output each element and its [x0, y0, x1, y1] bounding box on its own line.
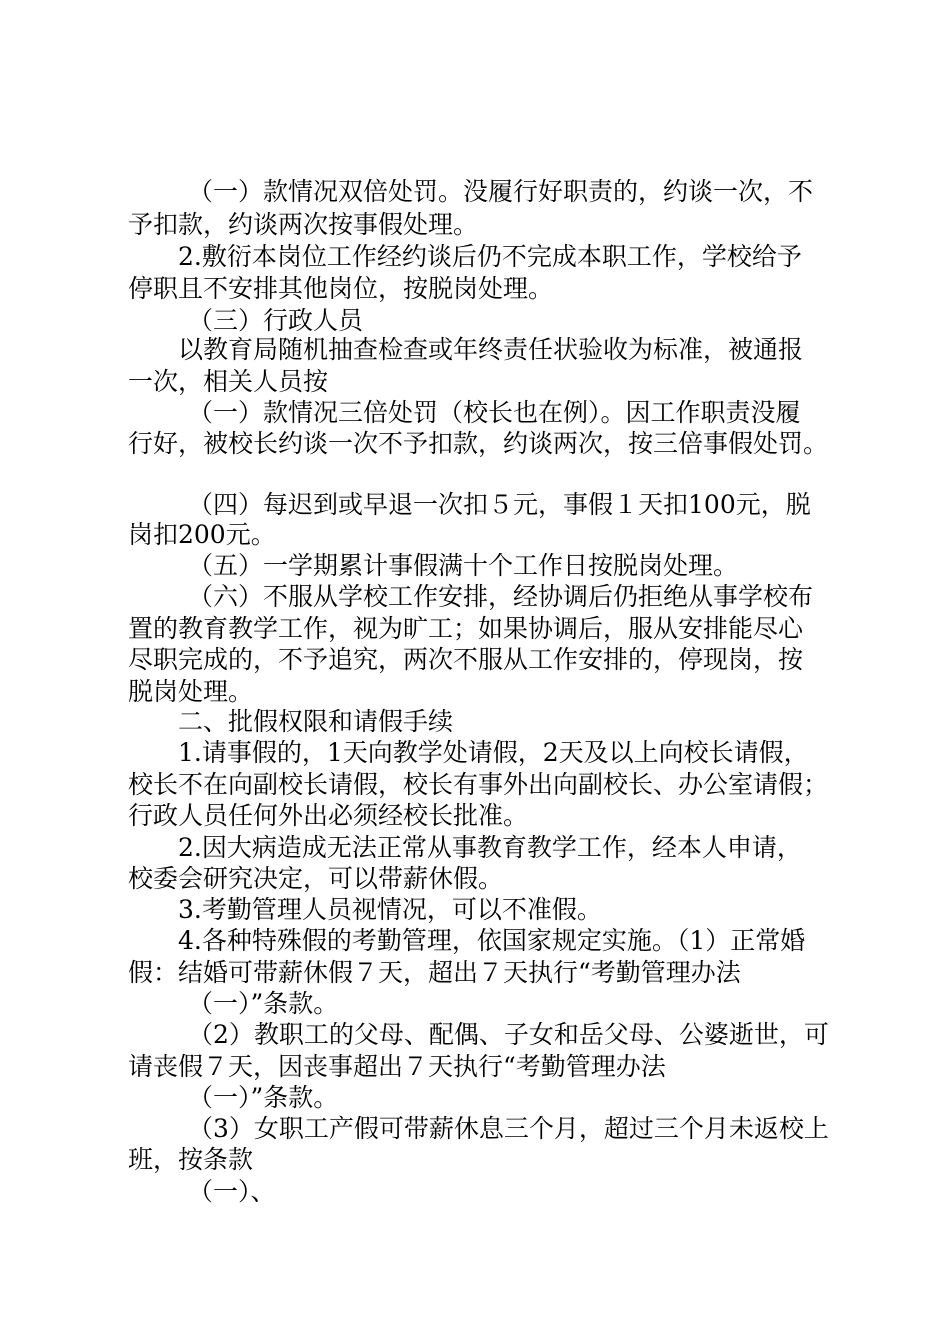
text-line-6: 以教育局随机抽查检查或年终责任状验收为标准，被通报 [178, 335, 804, 364]
text-line-16: 脱岗处理。 [128, 677, 254, 706]
text-line-21: 2.因大病造成无法正常从事教育教学工作，经本人申请， [178, 833, 802, 862]
text-line-1: （一）款情况双倍处罚。没履行好职责的，约谈一次，不 [188, 177, 814, 206]
text-line-24: 4.各种特殊假的考勤管理，依国家规定实施。（1）正常婚 [178, 926, 806, 955]
text-line-10: （四）每迟到或早退一次扣５元，事假１天扣100元，脱 [188, 490, 811, 519]
text-line-22: 校委会研究决定，可以带薪休假。 [128, 864, 504, 893]
text-line-15: 尽职完成的，不予追究，两次不服从工作安排的，停现岗，按 [128, 645, 804, 674]
text-line-31: 班，按条款 [128, 1145, 254, 1174]
text-line-18: 1.请事假的，1天向教学处请假，2天及以上向校长请假， [178, 738, 809, 767]
text-line-23: 3.考勤管理人员视情况，可以不准假。 [178, 895, 602, 924]
section-heading: 二、批假权限和请假手续 [178, 707, 454, 736]
text-line-14: 置的教育教学工作，视为旷工；如果协调后，服从安排能尽心 [128, 614, 804, 643]
text-line-12: （五）一学期累计事假满十个工作日按脱岗处理。 [188, 551, 739, 580]
text-line-30: （3）女职工产假可带薪休息三个月，超过三个月未返校上 [188, 1114, 829, 1143]
text-line-9: 行好，被校长约谈一次不予扣款，约谈两次，按三倍事假处罚。 [128, 429, 829, 458]
text-line-20: 行政人员任何外出必须经校长批准。 [128, 801, 529, 830]
text-line-8: （一）款情况三倍处罚（校长也在例）。因工作职责没履 [188, 398, 801, 427]
text-line-4: 停职且不安排其他岗位，按脱岗处理。 [128, 274, 554, 303]
text-line-3: 2.敷衍本岗位工作经约谈后仍不完成本职工作，学校给予 [178, 242, 802, 271]
text-line-13: （六）不服从学校工作安排，经协调后仍拒绝从事学校布 [188, 582, 814, 611]
text-line-19: 校长不在向副校长请假，校长有事外出向副校长、办公室请假； [128, 770, 829, 799]
text-line-2: 予扣款，约谈两次按事假处理。 [128, 210, 479, 239]
text-line-5: （三）行政人员 [188, 306, 364, 335]
text-line-28: 请丧假７天，因丧事超出７天执行“考勤管理办法 [128, 1052, 666, 1081]
text-line-25: 假：结婚可带薪休假７天，超出７天执行“考勤管理办法 [128, 958, 741, 987]
text-line-11: 岗扣200元。 [128, 520, 276, 549]
text-line-32: （一）、 [188, 1177, 276, 1206]
text-line-29: （一）”条款。 [188, 1083, 339, 1112]
text-line-27: （2）教职工的父母、配偶、子女和岳父母、公婆逝世，可 [188, 1020, 829, 1049]
text-line-26: （一）”条款。 [188, 989, 339, 1018]
text-line-7: 一次，相关人员按 [128, 367, 329, 396]
